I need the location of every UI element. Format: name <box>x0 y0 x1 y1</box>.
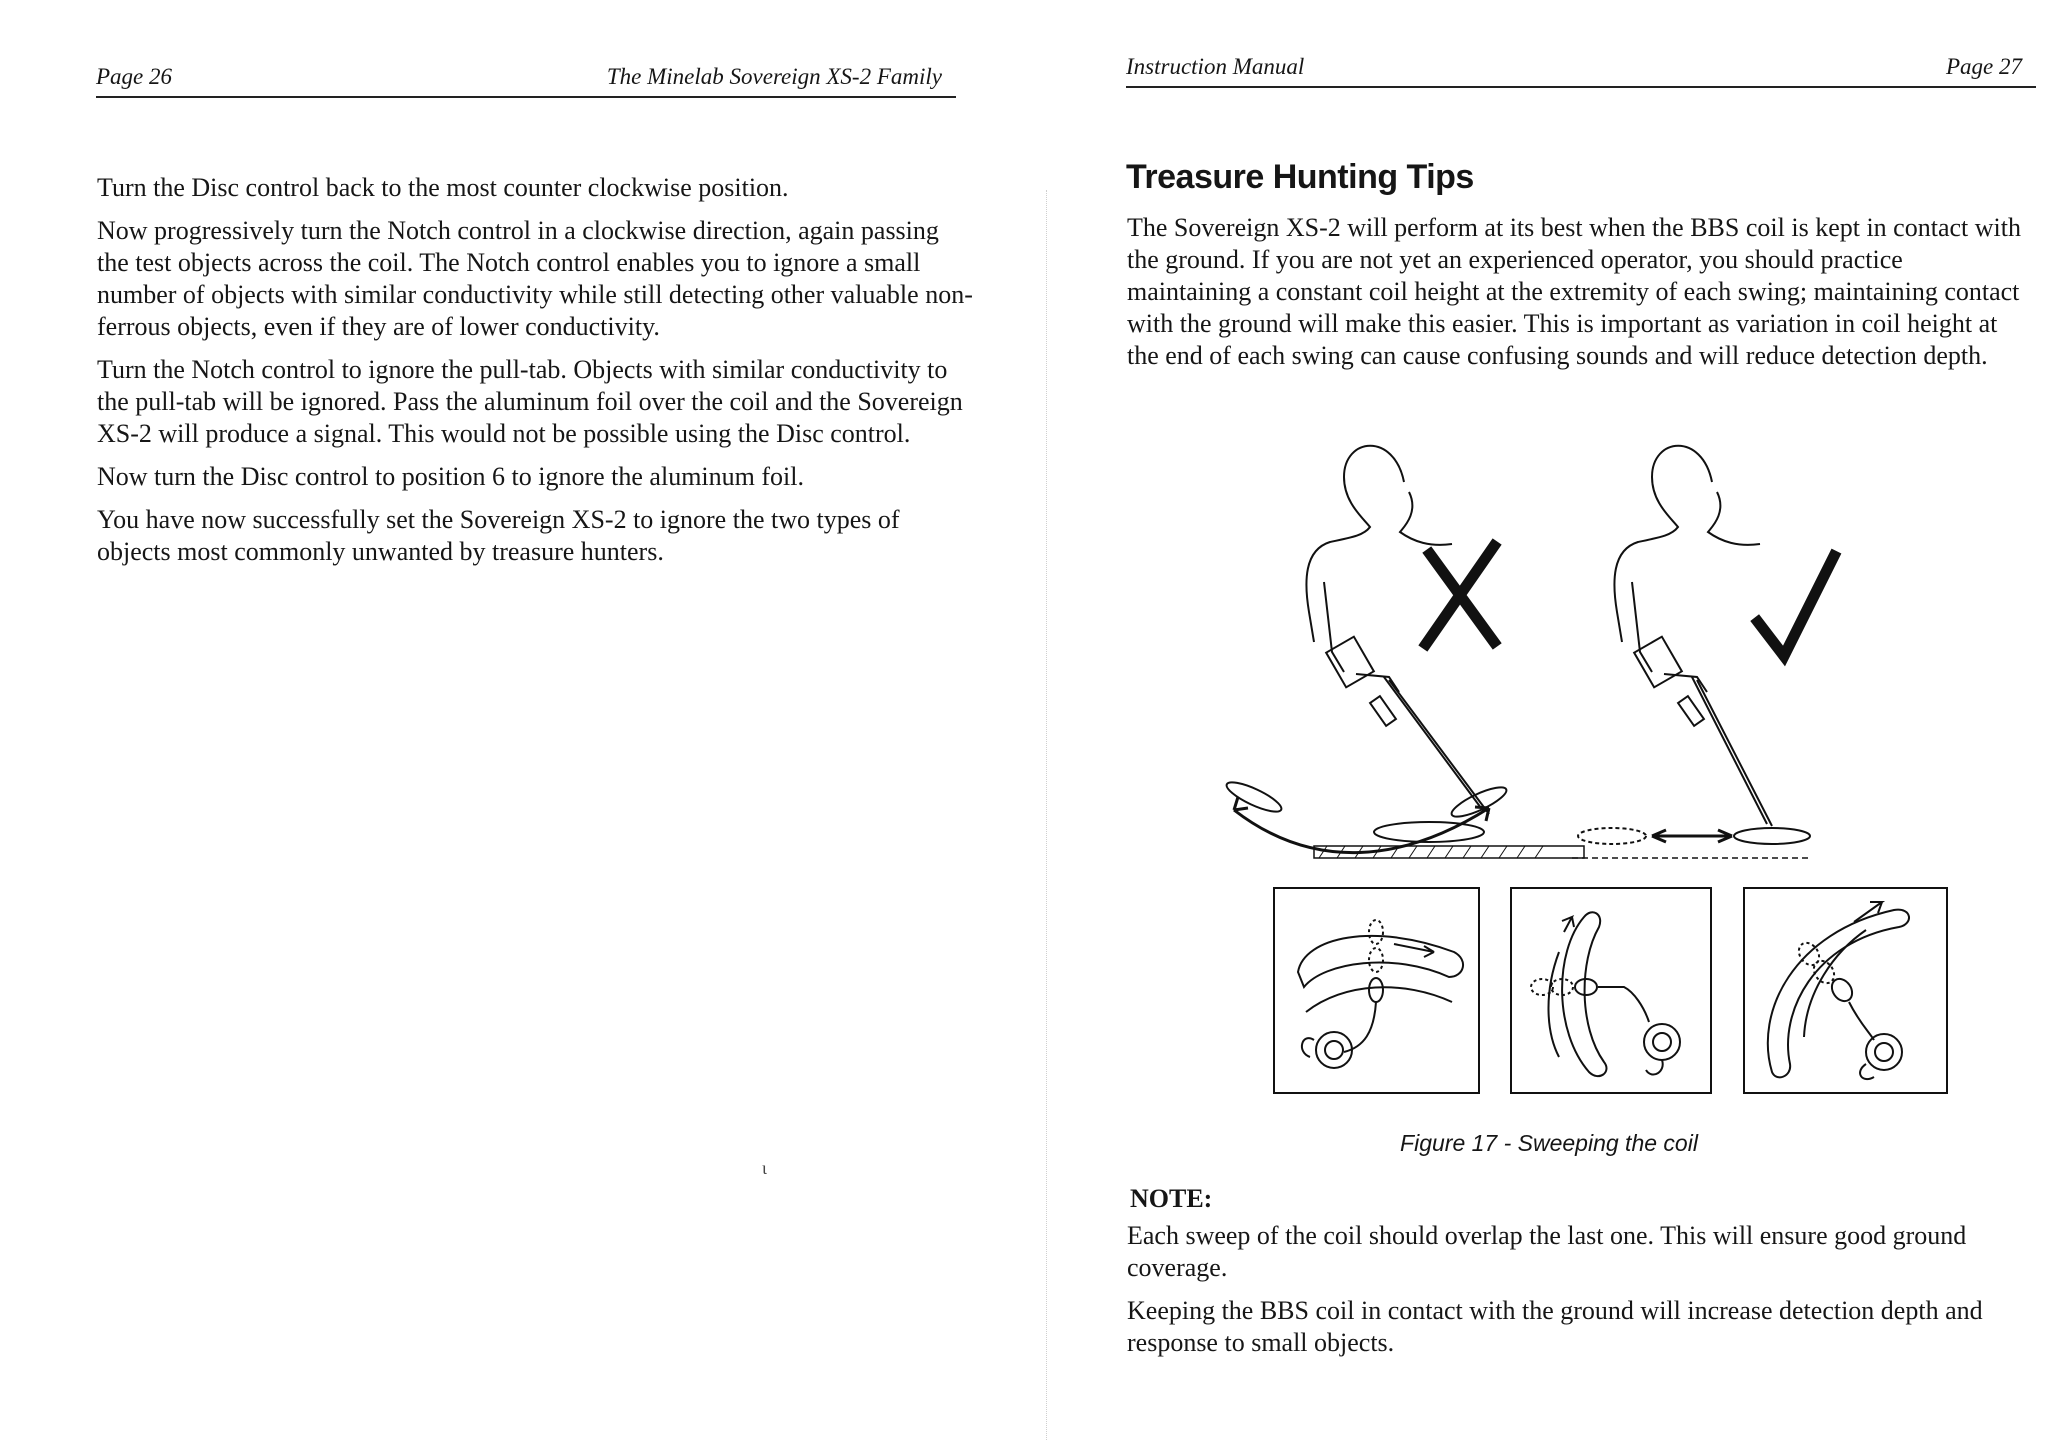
paragraph: You have now successfully set the Sovereign XS-2 to ignore the two types of objects most commonly unwanted by treasure hunters. <box>97 505 900 566</box>
sweep-vertical-icon <box>1511 888 1711 1093</box>
page-number: Page 26 <box>96 64 173 89</box>
sweeping-coil-figure <box>1194 432 1964 1102</box>
paragraph: Keeping the BBS coil in contact with the ground will increase detection depth and response to small objects. <box>1127 1296 1983 1357</box>
section-title: Treasure Hunting Tips <box>1126 158 1474 196</box>
operator-wrong-illustration <box>1223 446 1584 858</box>
notes-text <box>1127 1220 2032 1370</box>
paragraph: Now progressively turn the Notch control in a clockwise direction, again passing the test objects across the coil. The Notch control enables you to ignore a small number of objects with similar conductivity while still detecting other valuable non-ferrous objects, even if they are of lower conductivity. <box>97 216 973 341</box>
paragraph: Each sweep of the coil should overlap the last one. This will ensure good ground coverage. <box>1127 1221 1967 1282</box>
page-gutter <box>1046 190 1047 1440</box>
check-mark-icon <box>1758 556 1834 656</box>
sweep-horizontal-icon <box>1274 888 1479 1093</box>
body-text <box>97 172 977 579</box>
figure-caption: Figure 17 - Sweeping the coil <box>1400 1130 1698 1156</box>
running-title: Instruction Manual <box>1126 54 1305 79</box>
intro-text <box>1127 212 2032 383</box>
page-number: Page 27 <box>1945 54 2022 79</box>
left-page <box>0 0 1020 1446</box>
paragraph: Turn the Disc control back to the most counter clockwise position. <box>97 173 789 202</box>
page-header <box>1126 52 2036 88</box>
right-page <box>1060 0 2048 1446</box>
scan-speck: ι <box>762 1158 767 1178</box>
cross-mark-icon <box>1426 546 1494 644</box>
running-title: The Minelab Sovereign XS-2 Family <box>606 64 942 89</box>
sweep-diagonal-icon <box>1744 888 1947 1093</box>
paragraph: Turn the Notch control to ignore the pull-tab. Objects with similar conductivity to the pull-tab will be ignored. Pass the aluminum foil over the coil and the Sovereign XS-2 will produce a signal. This would not be possible using the Disc control. <box>97 355 963 448</box>
paragraph: The Sovereign XS-2 will perform at its best when the BBS coil is kept in contact with the ground. If you are not yet an experienced operator, you should practice maintaining a constant coil height at the extremity of each swing; maintaining contact with the ground will make this easier. This is important as variation in coil height at the end of each swing can cause confusing sounds and will reduce detection depth. <box>1127 213 2021 370</box>
paragraph: Now turn the Disc control to position 6 to ignore the aluminum foil. <box>97 462 804 491</box>
note-heading: NOTE: <box>1130 1184 1213 1213</box>
page-header <box>96 62 956 98</box>
